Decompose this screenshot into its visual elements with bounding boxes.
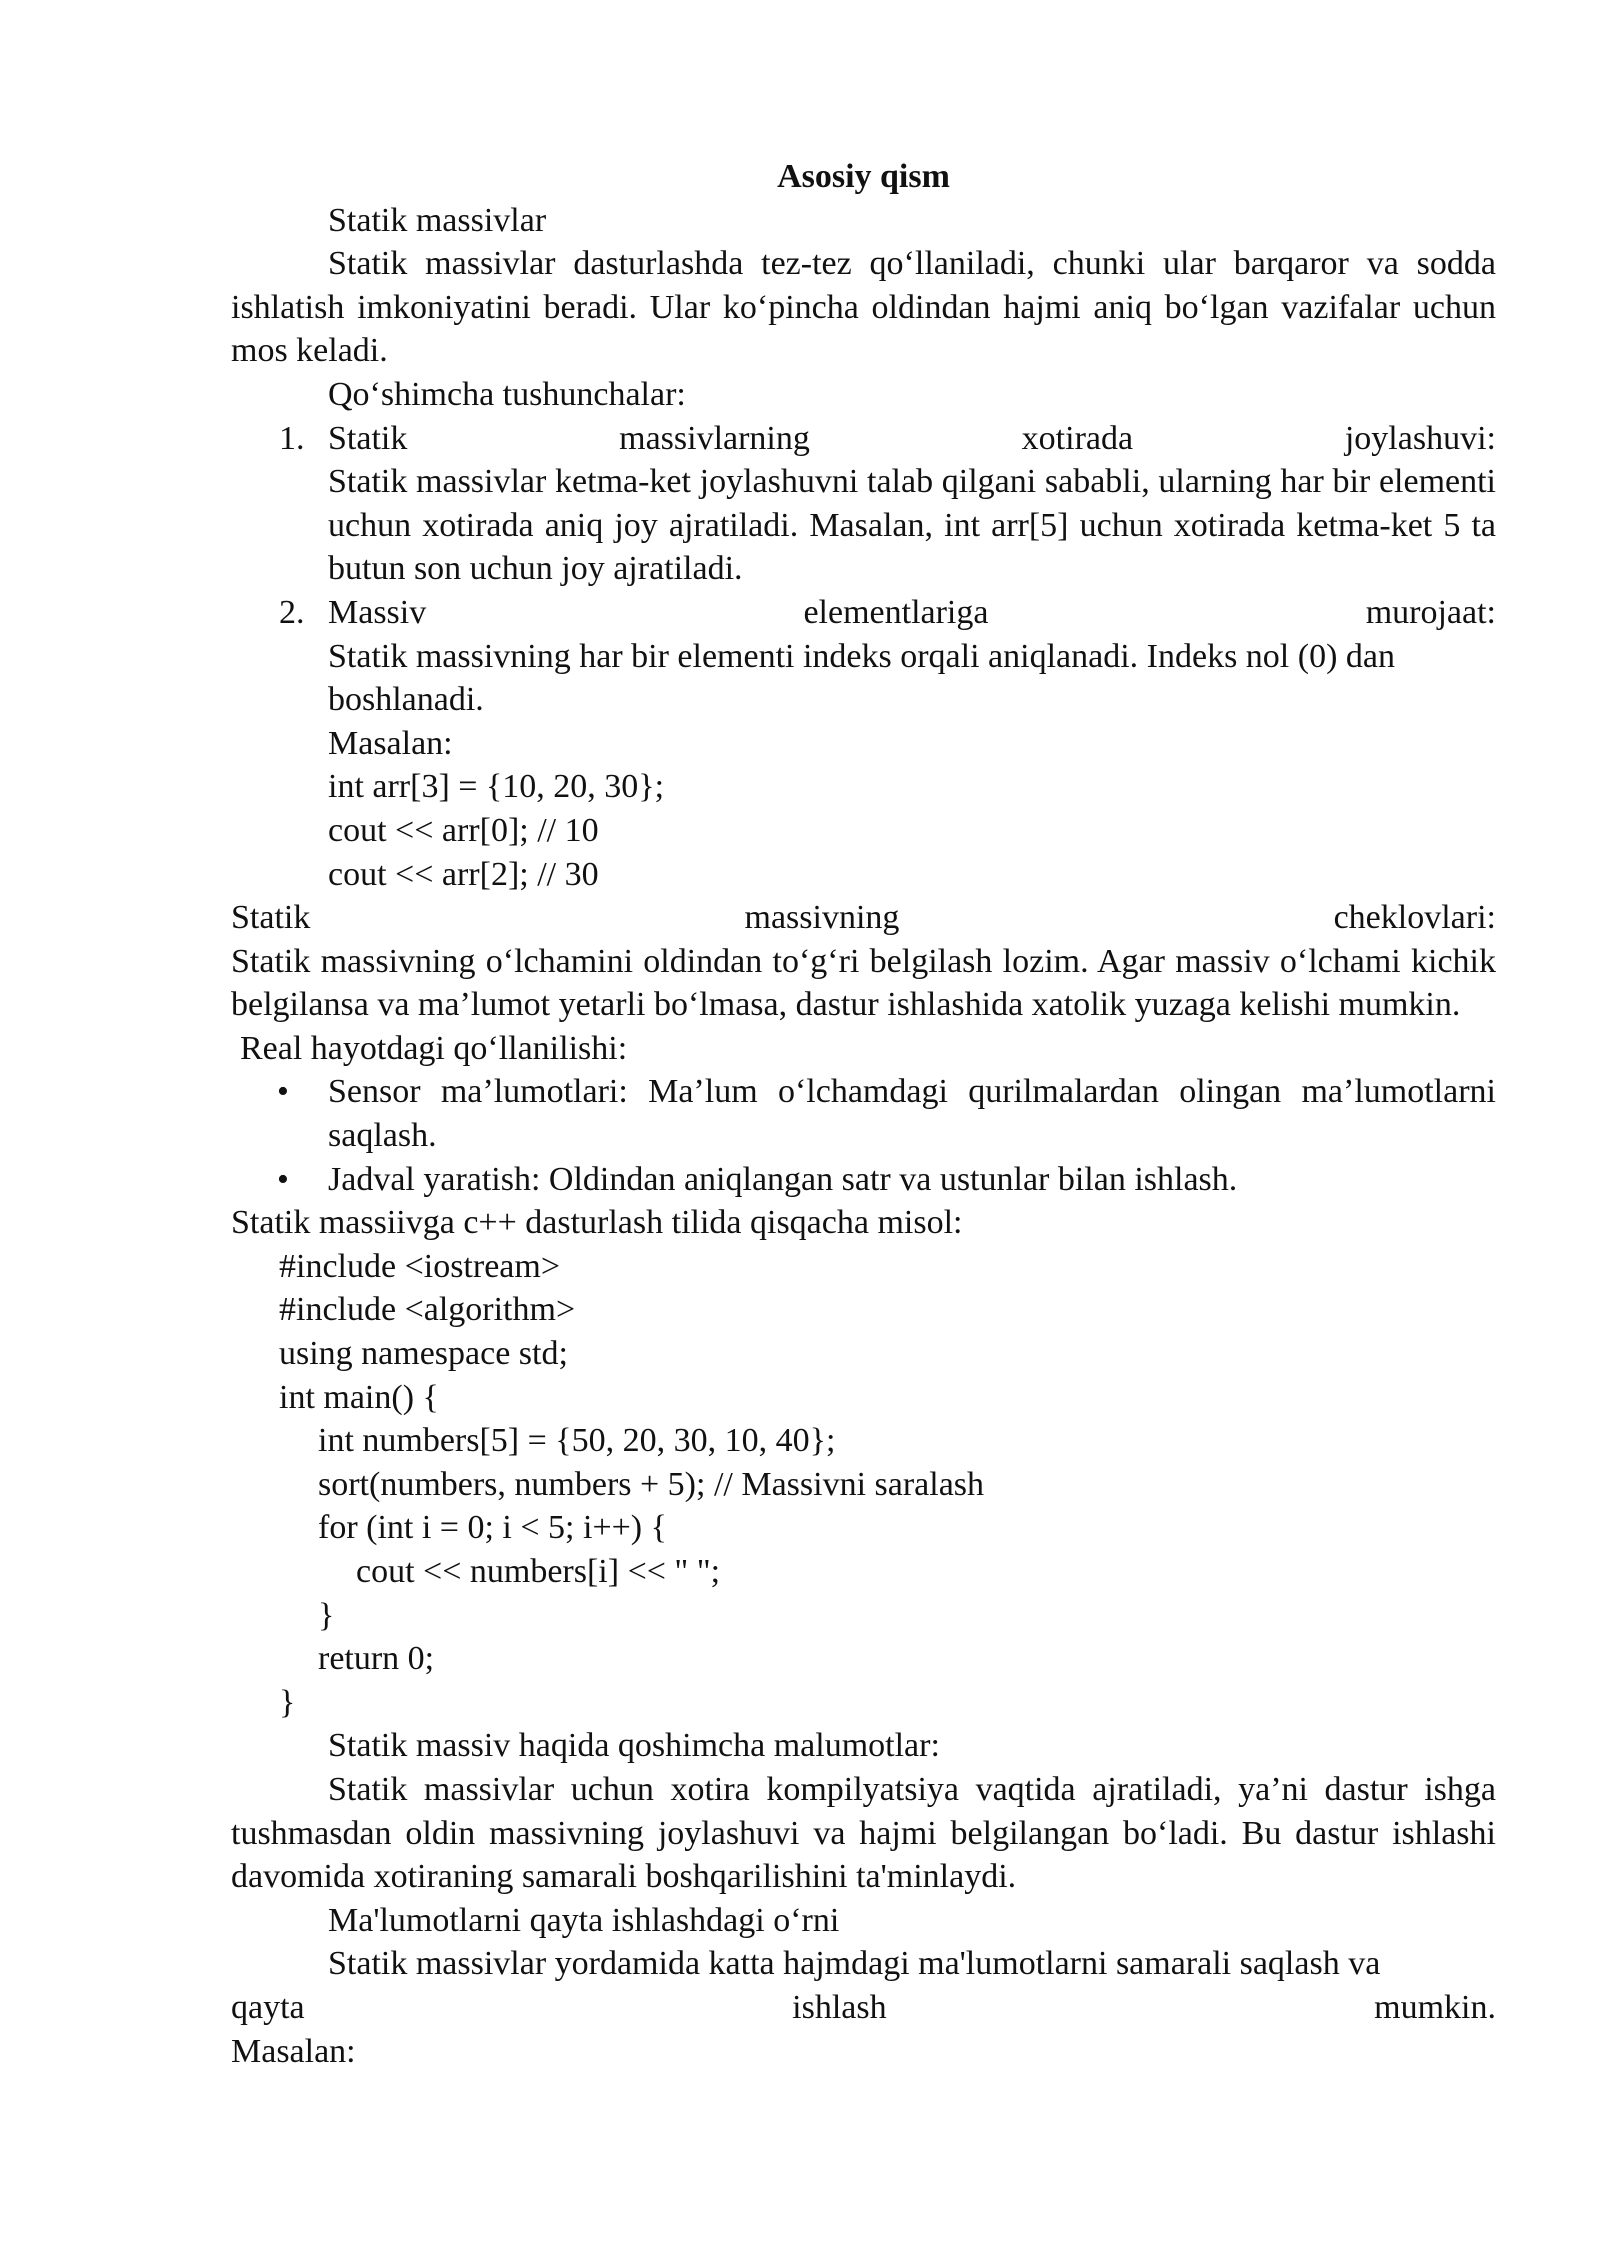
bullet-icon: •: [277, 1160, 289, 1198]
code-line: sort(numbers, numbers + 5); // Massivni saralash: [318, 1465, 985, 1503]
section-heading: Statik massivlar: [328, 201, 547, 239]
reuse-line: Statik massivlar yordamida katta hajmdagi ma'lumotlarni samarali saqlash va: [328, 1945, 1381, 1983]
list-item-title: Statik massivlarning xotirada joylashuvi:: [328, 419, 1496, 457]
list-item-body: Statik massivlar ketma-ket joylashuvni talab qilgani sababli, ularning har bir elementi uchun xotirada aniq joy ajratiladi. Masalan, int arr[5] uchun xotirada ketma-ket 5 ta butun son uchun joy ajratiladi.: [328, 463, 1496, 588]
code-line: cout << arr[2]; // 30: [328, 855, 599, 893]
reuse-line-justified: qayta ishlash mumkin.: [231, 1988, 1496, 2026]
bullet-icon: •: [277, 1073, 289, 1111]
code-line: #include <algorithm>: [279, 1291, 576, 1329]
example-label: Masalan:: [231, 2032, 356, 2070]
code-line: int arr[3] = {10, 20, 30};: [328, 768, 665, 806]
code-line: }: [318, 1596, 335, 1634]
real-life-heading: Real hayotdagi qo‘llanilishi:: [240, 1029, 628, 1067]
concepts-heading: Qo‘shimcha tushunchalar:: [328, 375, 686, 413]
intro-paragraph: Statik massivlar dasturlashda tez-tez qo‘llaniladi, chunki ular barqaror va sodda ishlatish imkoniyatini beradi. Ular ko‘pincha oldindan hajmi aniq bo‘lgan vazifalar uchun mos keladi.: [231, 245, 1496, 370]
extra-heading: Statik massiv haqida qoshimcha malumotlar:: [328, 1727, 940, 1765]
list-item-element-access: [231, 591, 1496, 896]
code-line: cout << numbers[i] << " ";: [356, 1553, 721, 1590]
code-line: }: [279, 1683, 296, 1721]
code-line: using namespace std;: [279, 1335, 568, 1373]
list-item-title: Massiv elementlariga murojaat:: [328, 593, 1496, 631]
reuse-heading: Ma'lumotlarni qayta ishlashdagi o‘rni: [328, 1901, 840, 1939]
page-title: Asosiy qism: [777, 158, 950, 195]
list-item-memory-layout: [231, 417, 1496, 591]
limits-paragraph: Statik massivning o‘lchamini oldindan to‘g‘ri belgilash lozim. Agar massiv o‘lchami kichik belgilansa va ma’lumot yetarli bo‘lmasa, dastur ishlashida xatolik yuzaga kelishi mumkin.: [231, 942, 1496, 1024]
code-line: int main() {: [279, 1378, 439, 1416]
example-label: Masalan:: [328, 724, 453, 762]
list-number: 2.: [279, 593, 305, 631]
code-line: int numbers[5] = {50, 20, 30, 10, 40};: [318, 1422, 836, 1460]
code-line: for (int i = 0; i < 5; i++) {: [318, 1509, 667, 1547]
code-line: cout << arr[0]; // 10: [328, 811, 599, 849]
extra-paragraph: Statik massivlar uchun xotira kompilyatsiya vaqtida ajratiladi, ya’ni dastur ishga tushmasdan oldin massivning joylashuvi va hajmi belgilangan bo‘ladi. Bu dastur ishlashi davomida xotiraning samarali boshqarilishini ta'minlaydi.: [231, 1770, 1496, 1896]
code-intro: Statik massiivga c++ dasturlash tilida qisqacha misol:: [231, 1204, 963, 1242]
code-line: return 0;: [318, 1640, 435, 1678]
limits-heading: Statik massivning cheklovlari:: [231, 899, 1496, 937]
list-number: 1.: [279, 419, 305, 457]
document-page: [231, 155, 1496, 2073]
bullet-item: • Sensor ma’lumotlari: Ma’lum o‘lchamdagi qurilmalardan olingan ma’lumotlarni saqlash.: [231, 1070, 1496, 1157]
list-item-body: Statik massivning har bir elementi indeks orqali aniqlanadi. Indeks nol (0) dan boshlanadi.: [328, 637, 1395, 719]
code-line: #include <iostream>: [279, 1247, 560, 1285]
bullet-item: • Jadval yaratish: Oldindan aniqlangan satr va ustunlar bilan ishlash.: [231, 1158, 1496, 1202]
code-block: [231, 1245, 1496, 1725]
